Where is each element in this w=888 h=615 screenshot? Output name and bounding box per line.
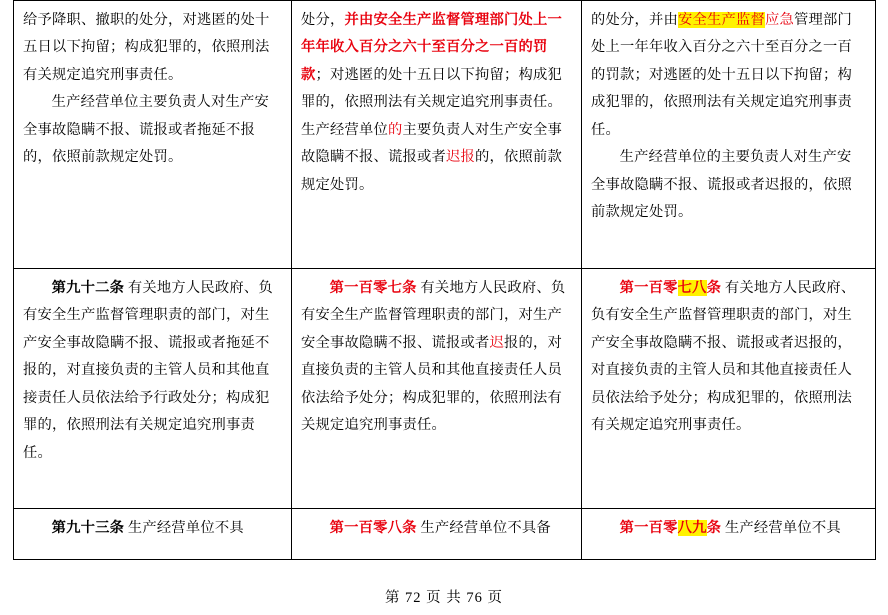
table-body [14,1,876,560]
text-run: 主要负责人对生产安全事故隐瞒不报、谎报或者 [301,121,562,166]
text-run: 处分， [301,12,345,28]
text-run: 条 [706,280,722,296]
old-law-column [14,509,292,560]
article-92-row [14,269,876,509]
law-comparison-table [13,0,876,560]
paragraph [23,275,282,467]
paragraph [23,89,282,171]
paragraph [23,7,282,89]
text-run: 第一百零 [619,520,678,536]
text-run: ；对逃匿的处十五日以下拘留；构成犯罪的，依照刑法有关规定追究刑事责任。 [301,66,562,111]
text-run: 第一百零八条 [329,520,417,536]
text-run: 有关地方人民政府、负有安全生产监督管理职责的部门，对生产安全事故隐瞒不报、谎报或者迟报的，对直接负责的主管人员和其他直接责任人员依法给予处分；构成犯罪的，依照刑法有关规定追究刑事责任。 [591,280,856,434]
draft-column [292,509,582,560]
page-footer: 第 72 页 共 76 页 [384,590,504,606]
text-run: 生产经营单位不具 [124,520,244,536]
text-run: 第一百零七条 [329,280,417,296]
paragraph [301,275,572,440]
text-run: 安全生产监督 [677,12,765,28]
text-run: 报的，对直接负责的主管人员和其他直接责任人员依法给予处分；构成犯罪的，依照刑法有关规定追究刑事责任。 [301,334,562,434]
draft-column [292,1,582,269]
old-law-column [14,1,292,269]
text-run: 七八 [677,280,707,296]
paragraph [591,515,866,542]
text-run: 并由安全生产监督管理部门处上一年年收入百分之六十至百分之一百的罚款 [301,12,562,83]
new-law-column [582,509,876,560]
text-run: 第九十二条 [51,280,125,296]
text-run: 第九十三条 [51,520,125,536]
text-run: 有关地方人民政府、负有安全生产监督管理职责的部门，对生产安全事故隐瞒不报、谎报或者 [301,280,566,351]
text-run: 条 [706,520,722,536]
paragraph [301,117,572,199]
paragraph [591,7,866,144]
text-run: 迟报 [445,149,475,166]
new-law-column [582,1,876,269]
article-93-row [14,509,876,560]
penalty-row [14,1,876,269]
paragraph [301,7,572,117]
text-run: 应急 [764,12,794,28]
paragraph [591,144,866,226]
text-run: 第一百零 [619,280,678,296]
text-run: 生产经营单位 [301,121,388,138]
text-run: 的，依照前款规定处罚。 [301,149,562,193]
new-law-column [582,269,876,509]
text-run: 给予降职、撤职的处分，对逃匿的处十五日以下拘留；构成犯罪的，依照刑法有关规定追究刑事责任。 [23,12,270,83]
text-run: 生产经营单位不具备 [416,520,551,536]
text-run: 生产经营单位主要负责人对生产安全事故隐瞒不报、谎报或者拖延不报的，依照前款规定处罚。 [23,94,270,166]
text-run: 有关地方人民政府、负有安全生产监督管理职责的部门，对生产安全事故隐瞒不报、谎报或者拖延不报的，对直接负责的主管人员和其他直接责任人员依法给予行政处分；构成犯罪的，依照刑法有关规定追究刑事责任。 [23,280,273,461]
old-law-column [14,269,292,509]
paragraph [301,515,572,542]
text-run: 管理部门处上一年年收入百分之六十至百分之一百的罚款；对逃匿的处十五日以下拘留；构成犯罪的，依照刑法有关规定追究刑事责任。 [591,12,852,138]
draft-column [292,269,582,509]
text-run: 迟 [489,334,504,351]
text-run: 八九 [677,520,707,536]
paragraph [591,275,866,440]
text-run: 的处分，并由 [591,12,678,28]
text-run: 的 [387,121,403,138]
text-run: 生产经营单位的主要负责人对生产安全事故隐瞒不报、谎报或者迟报的，依照前款规定处罚。 [591,149,852,221]
paragraph [23,515,282,542]
text-run: 生产经营单位不具 [721,520,841,536]
